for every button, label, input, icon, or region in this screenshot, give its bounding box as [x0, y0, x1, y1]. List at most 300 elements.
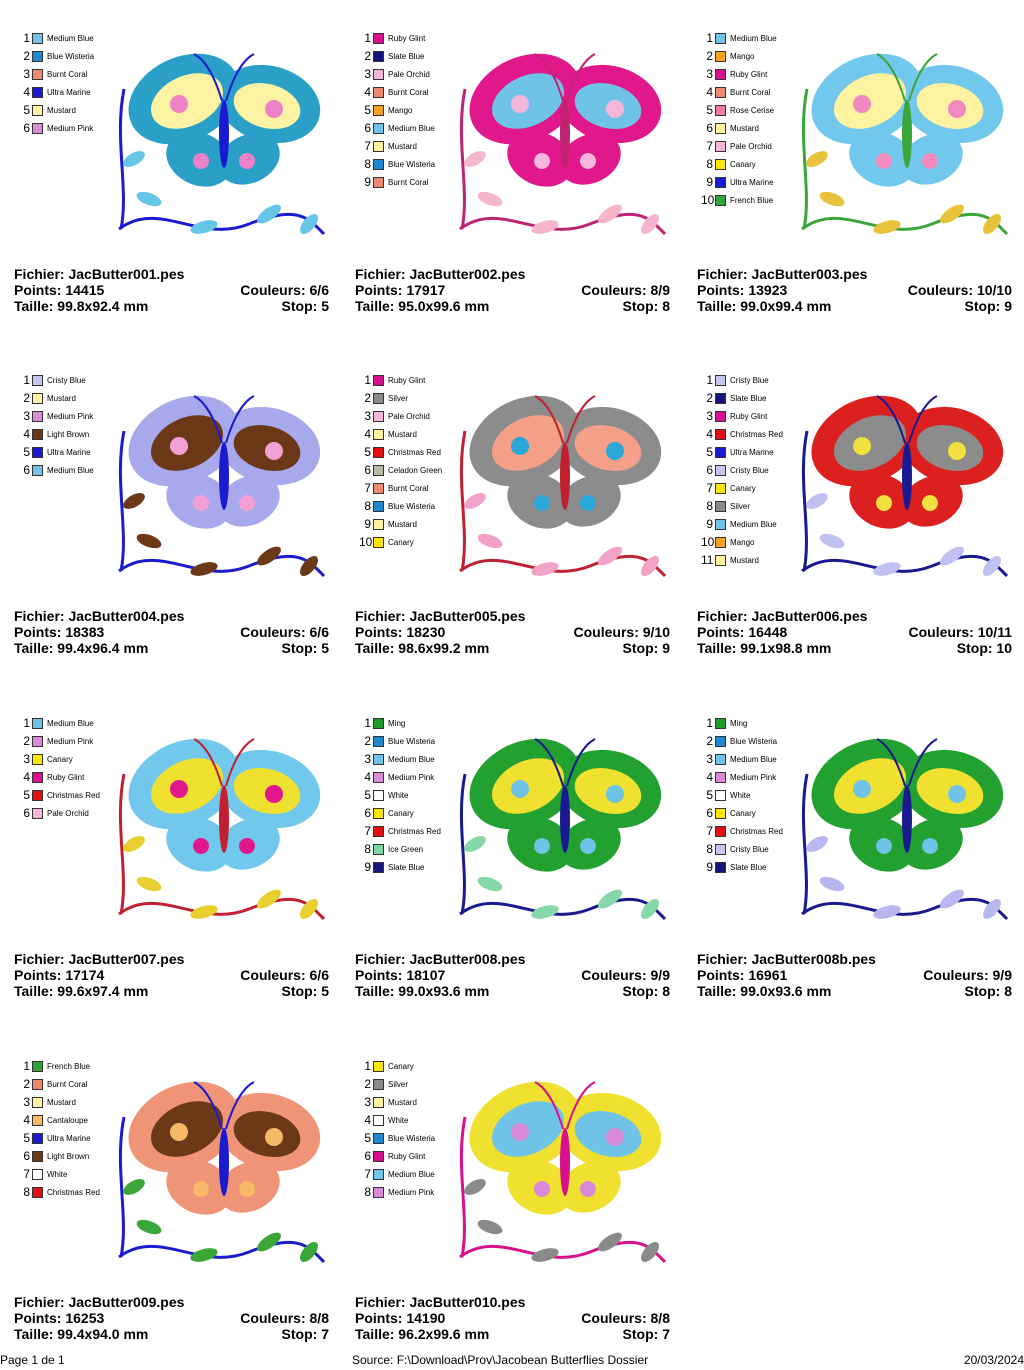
thread-color-name: Cristy Blue: [730, 375, 769, 385]
thread-color-swatch: [32, 375, 43, 386]
stop-count: Stop: 8: [964, 983, 1012, 999]
stop-count: Stop: 5: [281, 983, 329, 999]
stop-count: Stop: 10: [956, 640, 1012, 656]
color-count: Couleurs: 9/9: [581, 967, 670, 983]
thread-color-swatch: [715, 754, 726, 765]
design-card: [697, 371, 1017, 681]
thread-color-number: 4: [23, 85, 30, 99]
thread-color-swatch: [715, 718, 726, 729]
file-name: Fichier: JacButter009.pes: [14, 1294, 185, 1310]
stop-count: Stop: 9: [622, 640, 670, 656]
stop-count: Stop: 8: [622, 983, 670, 999]
thread-color-swatch: [373, 772, 384, 783]
thread-color-name: Cristy Blue: [730, 844, 769, 854]
thread-color-list: [701, 29, 777, 209]
thread-color-row: [359, 1183, 435, 1201]
thread-color-name: Medium Blue: [47, 33, 94, 43]
thread-color-number: 1: [706, 373, 713, 387]
thread-color-number: 5: [706, 788, 713, 802]
thread-color-row: [701, 191, 777, 209]
thread-color-name: Medium Pink: [730, 772, 777, 782]
thread-color-name: Ultra Marine: [730, 177, 774, 187]
design-preview: [109, 1057, 334, 1282]
stitch-count: Points: 18383: [14, 624, 105, 640]
file-name: Fichier: JacButter008.pes: [355, 951, 526, 967]
thread-color-name: Pale Orchid: [388, 69, 430, 79]
thread-color-list: [18, 1057, 100, 1201]
thread-color-name: Ultra Marine: [47, 1133, 91, 1143]
thread-color-number: 1: [706, 716, 713, 730]
thread-color-name: Celadon Green: [388, 465, 443, 475]
thread-color-name: Ruby Glint: [388, 375, 426, 385]
thread-color-row: [359, 101, 435, 119]
stitch-count: Points: 16448: [697, 624, 788, 640]
design-card: [14, 371, 334, 681]
thread-color-list: [359, 29, 435, 191]
thread-color-row: [18, 1129, 100, 1147]
thread-color-number: 5: [23, 788, 30, 802]
thread-color-name: Medium Pink: [47, 123, 94, 133]
thread-color-number: 7: [706, 139, 713, 153]
design-preview: [792, 714, 1017, 939]
thread-color-number: 3: [23, 752, 30, 766]
design-size: Taille: 99.4x94.0 mm: [14, 1326, 149, 1342]
thread-color-row: [18, 389, 94, 407]
thread-color-row: [359, 371, 442, 389]
thread-color-number: 4: [364, 1113, 371, 1127]
design-info: [697, 608, 1012, 656]
thread-color-name: Cristy Blue: [47, 375, 86, 385]
thread-color-number: 6: [23, 463, 30, 477]
thread-color-number: 8: [364, 1185, 371, 1199]
thread-color-list: [359, 1057, 435, 1201]
thread-color-row: [18, 101, 94, 119]
thread-color-row: [18, 768, 100, 786]
thread-color-row: [701, 804, 783, 822]
thread-color-row: [701, 732, 783, 750]
thread-color-number: 2: [23, 49, 30, 63]
thread-color-swatch: [32, 51, 43, 62]
thread-color-name: White: [388, 1115, 409, 1125]
thread-color-row: [18, 804, 100, 822]
thread-color-row: [359, 840, 441, 858]
thread-color-number: 10: [701, 535, 715, 549]
thread-color-row: [359, 497, 442, 515]
thread-color-number: 4: [364, 770, 371, 784]
thread-color-number: 2: [364, 391, 371, 405]
stitch-count: Points: 17174: [14, 967, 105, 983]
thread-color-swatch: [373, 447, 384, 458]
thread-color-swatch: [32, 1079, 43, 1090]
thread-color-row: [701, 840, 783, 858]
thread-color-row: [701, 389, 783, 407]
thread-color-swatch: [373, 429, 384, 440]
thread-color-name: Christmas Red: [388, 447, 441, 457]
thread-color-swatch: [373, 375, 384, 386]
thread-color-number: 2: [706, 734, 713, 748]
design-preview: [450, 714, 675, 939]
thread-color-number: 9: [364, 860, 371, 874]
butterfly-design-preview: [450, 1057, 675, 1282]
thread-color-name: Ruby Glint: [730, 411, 768, 421]
thread-color-number: 1: [23, 373, 30, 387]
thread-color-name: Mustard: [388, 141, 417, 151]
thread-color-row: [18, 407, 94, 425]
thread-color-swatch: [715, 195, 726, 206]
thread-color-swatch: [715, 501, 726, 512]
thread-color-row: [701, 137, 777, 155]
thread-color-swatch: [715, 519, 726, 530]
thread-color-swatch: [715, 105, 726, 116]
thread-color-row: [701, 515, 783, 533]
thread-color-row: [18, 714, 100, 732]
thread-color-number: 10: [359, 535, 373, 549]
thread-color-row: [18, 65, 94, 83]
thread-color-row: [18, 29, 94, 47]
design-info: [355, 608, 670, 656]
thread-color-row: [359, 515, 442, 533]
thread-color-swatch: [373, 177, 384, 188]
color-count: Couleurs: 6/6: [240, 624, 329, 640]
thread-color-name: Slate Blue: [388, 862, 425, 872]
thread-color-number: 3: [23, 409, 30, 423]
thread-color-number: 5: [364, 1131, 371, 1145]
thread-color-number: 5: [706, 445, 713, 459]
thread-color-number: 4: [23, 427, 30, 441]
thread-color-name: Slate Blue: [730, 393, 767, 403]
stop-count: Stop: 9: [964, 298, 1012, 314]
thread-color-swatch: [715, 69, 726, 80]
file-name: Fichier: JacButter003.pes: [697, 266, 868, 282]
thread-color-name: French Blue: [47, 1061, 91, 1071]
thread-color-row: [18, 83, 94, 101]
thread-color-swatch: [715, 33, 726, 44]
stitch-count: Points: 14415: [14, 282, 105, 298]
thread-color-name: Ultra Marine: [730, 447, 774, 457]
thread-color-number: 4: [364, 427, 371, 441]
thread-color-number: 6: [364, 1149, 371, 1163]
thread-color-swatch: [32, 465, 43, 476]
thread-color-number: 8: [706, 499, 713, 513]
thread-color-row: [18, 1111, 100, 1129]
thread-color-row: [701, 425, 783, 443]
source-path: Source: F:\Download\Prov\Jacobean Butterflies Dossier: [352, 1353, 649, 1367]
stitch-count: Points: 14190: [355, 1310, 446, 1326]
color-count: Couleurs: 10/10: [907, 282, 1012, 298]
thread-color-swatch: [373, 736, 384, 747]
thread-color-name: Medium Pink: [388, 1187, 435, 1197]
thread-color-number: 2: [23, 391, 30, 405]
thread-color-number: 10: [701, 193, 715, 207]
thread-color-number: 5: [364, 788, 371, 802]
thread-color-row: [701, 29, 777, 47]
thread-color-swatch: [32, 447, 43, 458]
thread-color-swatch: [373, 862, 384, 873]
design-size: Taille: 99.0x93.6 mm: [355, 983, 490, 999]
design-info: [355, 1294, 670, 1342]
thread-color-number: 11: [701, 553, 714, 567]
thread-color-row: [701, 65, 777, 83]
thread-color-number: 2: [364, 1077, 371, 1091]
thread-color-swatch: [373, 1079, 384, 1090]
thread-color-swatch: [373, 105, 384, 116]
print-date: 20/03/2024: [963, 1353, 1024, 1367]
thread-color-name: Blue Wisteria: [388, 736, 436, 746]
file-name: Fichier: JacButter010.pes: [355, 1294, 526, 1310]
thread-color-name: Canary: [388, 1061, 414, 1071]
thread-color-list: [18, 29, 94, 137]
thread-color-number: 2: [706, 391, 713, 405]
thread-color-name: Mustard: [388, 519, 417, 529]
thread-color-number: 9: [706, 860, 713, 874]
thread-color-swatch: [32, 772, 43, 783]
thread-color-swatch: [715, 177, 726, 188]
stitch-count: Points: 17917: [355, 282, 446, 298]
thread-color-name: Silver: [388, 393, 409, 403]
stop-count: Stop: 8: [622, 298, 670, 314]
stop-count: Stop: 5: [281, 298, 329, 314]
thread-color-swatch: [715, 123, 726, 134]
thread-color-number: 8: [364, 157, 371, 171]
design-size: Taille: 99.6x97.4 mm: [14, 983, 149, 999]
thread-color-row: [18, 371, 94, 389]
thread-color-number: 1: [364, 373, 371, 387]
thread-color-name: Christmas Red: [47, 790, 100, 800]
thread-color-name: Mustard: [388, 1097, 417, 1107]
thread-color-number: 2: [364, 49, 371, 63]
thread-color-number: 5: [364, 103, 371, 117]
thread-color-number: 7: [364, 481, 371, 495]
design-preview: [450, 1057, 675, 1282]
thread-color-swatch: [373, 1133, 384, 1144]
thread-color-number: 8: [364, 842, 371, 856]
thread-color-name: Silver: [388, 1079, 409, 1089]
thread-color-number: 2: [23, 734, 30, 748]
design-info: [14, 951, 329, 999]
thread-color-swatch: [32, 1169, 43, 1180]
thread-color-name: Mustard: [730, 555, 759, 565]
thread-color-swatch: [32, 69, 43, 80]
thread-color-row: [359, 29, 435, 47]
thread-color-row: [359, 1129, 435, 1147]
thread-color-row: [18, 47, 94, 65]
thread-color-name: Medium Pink: [47, 411, 94, 421]
design-preview: [109, 29, 334, 254]
thread-color-row: [359, 83, 435, 101]
thread-color-row: [359, 1075, 435, 1093]
thread-color-row: [701, 858, 783, 876]
thread-color-name: Ruby Glint: [47, 772, 85, 782]
thread-color-swatch: [373, 790, 384, 801]
thread-color-name: Medium Blue: [730, 754, 777, 764]
thread-color-number: 7: [364, 139, 371, 153]
thread-color-swatch: [715, 159, 726, 170]
thread-color-swatch: [373, 123, 384, 134]
thread-color-number: 5: [23, 1131, 30, 1145]
thread-color-name: Medium Blue: [47, 718, 94, 728]
thread-color-number: 3: [23, 1095, 30, 1109]
thread-color-row: [701, 768, 783, 786]
thread-color-row: [359, 533, 442, 551]
thread-color-number: 2: [706, 49, 713, 63]
stitch-count: Points: 18107: [355, 967, 446, 983]
thread-color-row: [701, 533, 783, 551]
thread-color-name: Mango: [730, 537, 755, 547]
thread-color-swatch: [373, 69, 384, 80]
thread-color-name: Mustard: [730, 123, 759, 133]
thread-color-name: Rose Cerise: [730, 105, 775, 115]
thread-color-swatch: [373, 501, 384, 512]
thread-color-swatch: [715, 790, 726, 801]
thread-color-name: Blue Wisteria: [388, 1133, 436, 1143]
thread-color-name: Canary: [730, 808, 756, 818]
thread-color-swatch: [373, 808, 384, 819]
thread-color-name: Blue Wisteria: [730, 736, 778, 746]
file-name: Fichier: JacButter008b.pes: [697, 951, 876, 967]
thread-color-name: Mango: [388, 105, 413, 115]
design-info: [697, 951, 1012, 999]
design-preview: [109, 371, 334, 596]
thread-color-number: 1: [23, 31, 30, 45]
design-preview: [450, 371, 675, 596]
file-name: Fichier: JacButter001.pes: [14, 266, 185, 282]
design-size: Taille: 99.0x99.4 mm: [697, 298, 832, 314]
thread-color-number: 3: [706, 752, 713, 766]
thread-color-swatch: [32, 1133, 43, 1144]
thread-color-row: [18, 1183, 100, 1201]
thread-color-swatch: [715, 555, 726, 566]
thread-color-row: [701, 101, 777, 119]
thread-color-swatch: [715, 51, 726, 62]
thread-color-row: [18, 1147, 100, 1165]
thread-color-number: 4: [706, 85, 713, 99]
thread-color-name: Blue Wisteria: [47, 51, 95, 61]
design-card: [14, 29, 334, 339]
thread-color-number: 9: [706, 175, 713, 189]
thread-color-name: Blue Wisteria: [388, 501, 436, 511]
design-preview: [792, 371, 1017, 596]
thread-color-list: [18, 714, 100, 822]
thread-color-name: Ruby Glint: [730, 69, 768, 79]
thread-color-name: Ming: [730, 718, 748, 728]
thread-color-swatch: [32, 87, 43, 98]
thread-color-row: [359, 732, 441, 750]
thread-color-swatch: [373, 1097, 384, 1108]
butterfly-design-preview: [450, 714, 675, 939]
thread-color-number: 8: [23, 1185, 30, 1199]
thread-color-swatch: [373, 1115, 384, 1126]
design-size: Taille: 98.6x99.2 mm: [355, 640, 490, 656]
thread-color-swatch: [373, 465, 384, 476]
color-count: Couleurs: 8/8: [581, 1310, 670, 1326]
thread-color-number: 6: [23, 1149, 30, 1163]
thread-color-swatch: [373, 159, 384, 170]
thread-color-name: Silver: [730, 501, 751, 511]
thread-color-swatch: [32, 718, 43, 729]
thread-color-swatch: [373, 1151, 384, 1162]
thread-color-row: [701, 119, 777, 137]
thread-color-name: Mustard: [47, 1097, 76, 1107]
thread-color-list: [359, 371, 442, 551]
thread-color-number: 8: [364, 499, 371, 513]
thread-color-row: [701, 479, 783, 497]
stitch-count: Points: 18230: [355, 624, 446, 640]
thread-color-list: [701, 714, 783, 876]
thread-color-swatch: [373, 519, 384, 530]
thread-color-row: [701, 497, 783, 515]
thread-color-number: 7: [364, 824, 371, 838]
thread-color-swatch: [373, 844, 384, 855]
thread-color-number: 2: [23, 1077, 30, 1091]
thread-color-number: 6: [706, 463, 713, 477]
thread-color-swatch: [373, 141, 384, 152]
file-name: Fichier: JacButter004.pes: [14, 608, 185, 624]
thread-color-swatch: [373, 393, 384, 404]
thread-color-name: Christmas Red: [388, 826, 441, 836]
thread-color-swatch: [32, 1115, 43, 1126]
thread-color-swatch: [715, 483, 726, 494]
thread-color-swatch: [715, 429, 726, 440]
thread-color-name: Blue Wisteria: [388, 159, 436, 169]
butterfly-design-preview: [792, 29, 1017, 254]
stop-count: Stop: 7: [622, 1326, 670, 1342]
thread-color-row: [701, 750, 783, 768]
thread-color-name: Ultra Marine: [47, 447, 91, 457]
thread-color-number: 6: [364, 121, 371, 135]
thread-color-swatch: [32, 393, 43, 404]
thread-color-number: 7: [706, 481, 713, 495]
thread-color-swatch: [715, 393, 726, 404]
thread-color-row: [18, 1075, 100, 1093]
design-size: Taille: 99.8x92.4 mm: [14, 298, 149, 314]
thread-color-number: 8: [706, 157, 713, 171]
thread-color-row: [359, 1057, 435, 1075]
thread-color-row: [359, 461, 442, 479]
thread-color-list: [701, 371, 783, 569]
thread-color-name: Christmas Red: [47, 1187, 100, 1197]
butterfly-design-preview: [109, 1057, 334, 1282]
thread-color-number: 8: [706, 842, 713, 856]
thread-color-row: [359, 407, 442, 425]
thread-color-row: [359, 479, 442, 497]
thread-color-row: [18, 1165, 100, 1183]
thread-color-swatch: [373, 754, 384, 765]
color-count: Couleurs: 9/9: [923, 967, 1012, 983]
thread-color-row: [18, 443, 94, 461]
file-name: Fichier: JacButter005.pes: [355, 608, 526, 624]
thread-color-swatch: [715, 375, 726, 386]
thread-color-row: [359, 750, 441, 768]
design-card: [697, 714, 1017, 1024]
butterfly-design-preview: [109, 371, 334, 596]
thread-color-swatch: [32, 429, 43, 440]
thread-color-name: Medium Pink: [47, 736, 94, 746]
butterfly-design-preview: [109, 29, 334, 254]
stop-count: Stop: 5: [281, 640, 329, 656]
color-count: Couleurs: 8/8: [240, 1310, 329, 1326]
color-count: Couleurs: 6/6: [240, 967, 329, 983]
thread-color-number: 5: [364, 445, 371, 459]
thread-color-swatch: [373, 87, 384, 98]
thread-color-row: [359, 389, 442, 407]
thread-color-number: 4: [23, 770, 30, 784]
thread-color-number: 3: [706, 67, 713, 81]
thread-color-swatch: [373, 33, 384, 44]
design-size: Taille: 95.0x99.6 mm: [355, 298, 490, 314]
thread-color-swatch: [32, 736, 43, 747]
thread-color-number: 7: [706, 824, 713, 838]
thread-color-row: [18, 732, 100, 750]
